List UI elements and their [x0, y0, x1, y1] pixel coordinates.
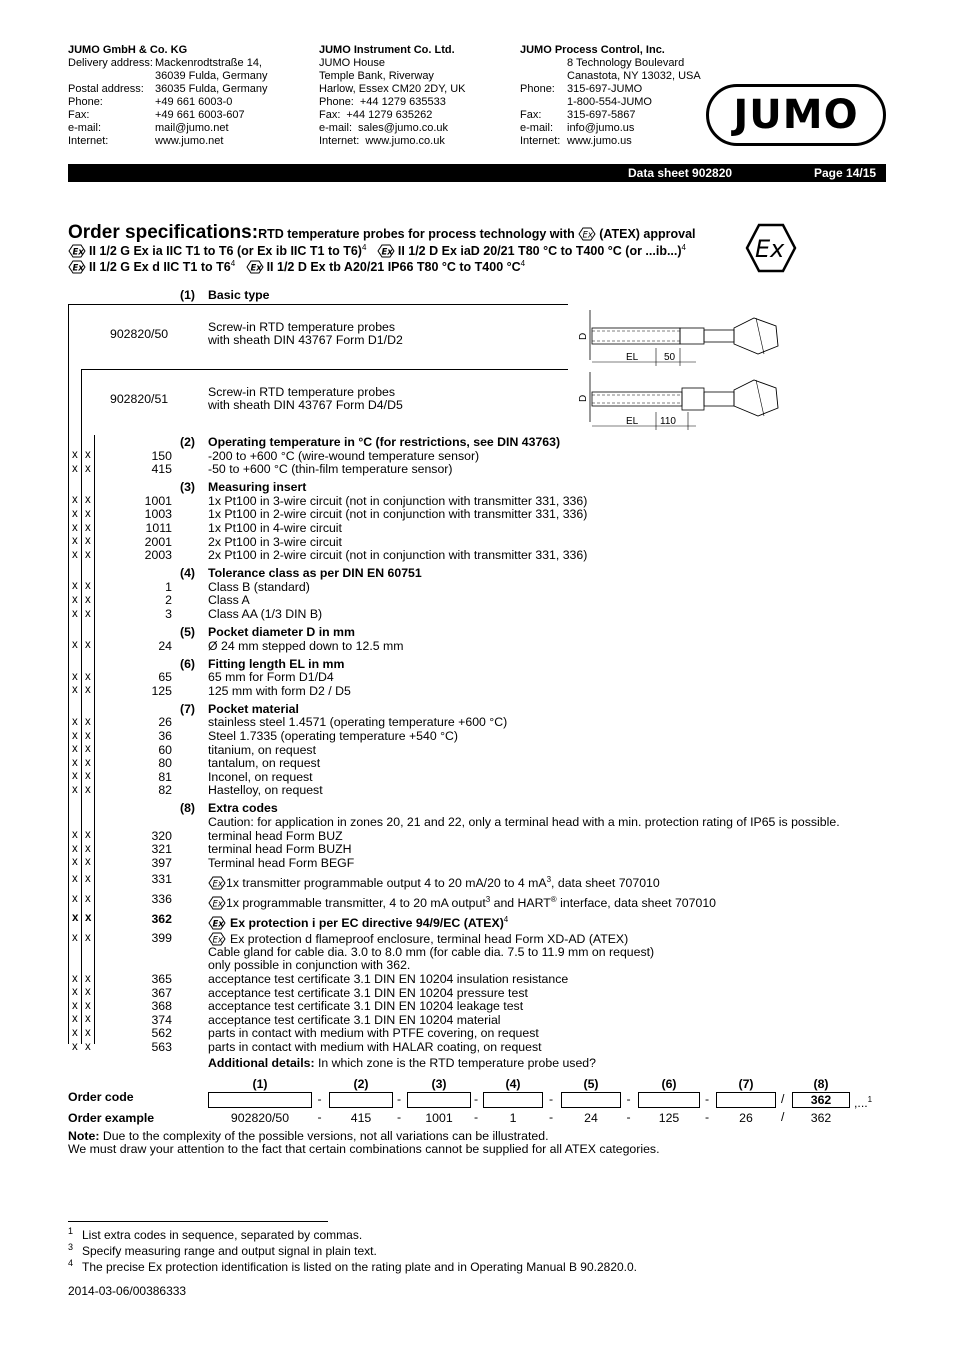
- availability-mark: x: [85, 684, 91, 697]
- address-line: Delivery address: Mackenrodtstraße 14,: [68, 57, 262, 69]
- availability-mark: x: [72, 639, 78, 652]
- separator: -: [549, 1110, 554, 1124]
- availability-mark: x: [72, 1040, 78, 1053]
- option-description: Hastelloy, on request: [208, 783, 323, 798]
- availability-mark: x: [85, 856, 91, 869]
- probe-drawing-d4: [576, 372, 786, 432]
- availability-mark: x: [85, 670, 91, 683]
- order-code-field[interactable]: [407, 1092, 471, 1108]
- option-description: Ø 24 mm stepped down to 12.5 mm: [208, 638, 404, 653]
- additional-details: Additional details: In which zone is the RTD temperature probe used?: [208, 1055, 596, 1070]
- separator: -: [626, 1110, 631, 1124]
- option-description: stainless steel 1.4571 (operating temperature +600 °C): [208, 715, 508, 730]
- separator: -: [626, 1092, 631, 1106]
- company-name: JUMO Instrument Co. Ltd.: [319, 44, 455, 56]
- availability-mark: x: [72, 462, 78, 475]
- order-column-header: (8): [813, 1077, 829, 1091]
- option-description: Inconel, on request: [208, 769, 313, 784]
- ex-icon: [208, 916, 226, 933]
- availability-mark: x: [85, 715, 91, 728]
- address-line: Canastota, NY 13032, USA: [567, 70, 701, 82]
- order-code-field[interactable]: [208, 1092, 312, 1108]
- order-example-label: Order example: [68, 1111, 155, 1125]
- option-code: 125: [151, 683, 172, 698]
- availability-mark: x: [72, 872, 78, 885]
- option-description: Steel 1.7335 (operating temperature +540 °C): [208, 729, 458, 743]
- address-block: [68, 44, 268, 148]
- availability-mark: x: [85, 449, 91, 462]
- address-block: [520, 44, 701, 148]
- option-code: 362: [151, 911, 172, 926]
- availability-mark: x: [72, 580, 78, 593]
- option-description: Ex 1x programmable transmitter, 4 to 20 mA output$^3$ and HART® interface, data sheet 707010: [208, 893, 716, 913]
- order-code-field[interactable]: [638, 1092, 700, 1108]
- option-description: Terminal head Form BEGF: [208, 855, 355, 870]
- order-example-value: 902820/50: [230, 1111, 290, 1125]
- diameter-label: D: [578, 394, 589, 402]
- option-description: only possible in conjunction with 362.: [208, 958, 411, 973]
- address-line: Internet: www.jumo.co.uk: [319, 135, 445, 147]
- option-code: 2003: [144, 548, 172, 563]
- section-heading: Tolerance class as per DIN EN 60751: [208, 566, 422, 581]
- order-code-field[interactable]: [716, 1092, 776, 1108]
- availability-mark: x: [72, 770, 78, 783]
- availability-mark: x: [72, 912, 79, 925]
- company-name: JUMO Process Control, Inc.: [520, 44, 665, 56]
- availability-mark: x: [85, 521, 91, 534]
- svg-text:Ex: Ex: [582, 230, 594, 241]
- option-code: 367: [151, 985, 172, 1000]
- availability-mark: x: [72, 931, 78, 944]
- basic-type-desc: Screw-in RTD temperature probes: [208, 385, 396, 399]
- option-description: terminal head Form BUZ: [208, 828, 343, 843]
- option-description: acceptance test certificate 3.1 DIN EN 10204 leakage test: [208, 999, 524, 1014]
- order-example-value: 1: [509, 1111, 517, 1125]
- availability-mark: x: [85, 1040, 91, 1053]
- basic-type-desc: with sheath DIN 43767 Form D1/D2: [208, 333, 403, 347]
- availability-mark: x: [72, 892, 78, 905]
- option-description: -50 to +600 °C (thin-film temperature sensor): [208, 462, 453, 477]
- order-example-value: 1001: [425, 1111, 453, 1125]
- separator: -: [549, 1092, 554, 1106]
- order-code-field[interactable]: [329, 1092, 393, 1108]
- option-description: 1x Pt100 in 4-wire circuit: [208, 521, 342, 535]
- availability-mark: x: [85, 639, 91, 652]
- option-code: 399: [151, 931, 172, 946]
- note-line-2: We must draw your attention to the fact that certain combinations cannot be supplied for all ATEX categories.: [68, 1142, 660, 1156]
- svg-text:Ex: Ex: [212, 919, 224, 930]
- ex-icon: [246, 260, 264, 277]
- option-code: 24: [158, 638, 172, 653]
- availability-mark: x: [85, 607, 91, 620]
- order-example-value: 24: [584, 1111, 598, 1125]
- option-description: 2x Pt100 in 3-wire circuit: [208, 534, 342, 549]
- option-code: 60: [158, 742, 172, 757]
- availability-mark: x: [85, 1026, 91, 1039]
- order-example-value: 26: [739, 1111, 753, 1125]
- order-code-field[interactable]: [561, 1092, 621, 1108]
- option-code: 2001: [144, 534, 172, 549]
- availability-mark: x: [85, 892, 91, 905]
- svg-text:Ex: Ex: [72, 263, 84, 274]
- availability-mark: x: [72, 607, 78, 620]
- section-heading: Operating temperature in °C (for restrictions, see DIN 43763): [208, 435, 561, 449]
- address-line: Fax: +49 661 6003-607: [68, 109, 245, 121]
- option-code: 331: [151, 872, 172, 887]
- company-name: JUMO GmbH & Co. KG: [68, 44, 188, 56]
- svg-text:Ex: Ex: [212, 879, 223, 890]
- order-column-header: (3): [431, 1077, 447, 1091]
- basic-type-code: 902820/51: [110, 392, 169, 406]
- order-column-header: (7): [738, 1077, 754, 1091]
- option-code: 563: [151, 1040, 172, 1054]
- option-code: 82: [158, 783, 172, 798]
- option-description: Ex 1x transmitter programmable output 4 to 20 mA/20 to 4 $mA^3$, data sheet 707010: [208, 873, 660, 893]
- order-column-header: (1): [252, 1077, 268, 1091]
- availability-mark: x: [85, 494, 91, 507]
- address-line: Harlow, Essex CM20 2DY, UK: [319, 83, 466, 95]
- separator: -: [705, 1092, 710, 1106]
- page-number: Page 14/15: [814, 166, 877, 180]
- option-code: 80: [158, 756, 172, 771]
- order-column-header: (6): [661, 1077, 677, 1091]
- footnote: 1 List extra codes in sequence, separated by commas.: [68, 1226, 363, 1242]
- availability-mark: x: [72, 507, 78, 520]
- option-description: Cable gland for cable dia. 3.0 to 8.0 mm (for cable dia. 7.5 to 11.9 mm on request): [208, 944, 655, 959]
- basic-type-desc: Screw-in RTD temperature probes: [208, 320, 396, 334]
- option-description: Class AA (1/3 DIN B): [208, 607, 323, 621]
- basic-type-desc: with sheath DIN 43767 Form D4/D5: [208, 398, 403, 412]
- footnote: 4 The precise Ex protection identification is listed on the rating plate and in Operating Manual B 90.2820.0.: [68, 1258, 638, 1274]
- availability-mark: x: [72, 743, 78, 756]
- availability-mark: x: [72, 856, 78, 869]
- svg-text:Ex: Ex: [72, 247, 84, 258]
- availability-mark: x: [85, 783, 91, 796]
- address-line: 36039 Fulda, Germany: [155, 70, 268, 82]
- availability-mark: x: [72, 829, 78, 842]
- datasheet-label: Data sheet 902820: [628, 166, 733, 180]
- option-description: parts in contact with medium with HALAR coating, on request: [208, 1040, 542, 1054]
- svg-text:Ex: Ex: [250, 263, 262, 274]
- ex-marking-line-2: Ex II 1/2 G Ex d IIC T1 to $T6^4$ Ex II 1/2 D Ex tb A20/21 IP66 T80 °C to T400 $^\circ C^4$: [68, 259, 525, 277]
- availability-mark: x: [72, 783, 78, 796]
- option-code: 36: [158, 729, 172, 743]
- option-code: 562: [151, 1026, 172, 1041]
- address-line: Internet: www.jumo.us: [520, 135, 632, 147]
- availability-mark: x: [85, 548, 91, 561]
- address-line: JUMO House: [319, 57, 386, 69]
- svg-text:Ex: Ex: [755, 235, 785, 263]
- address-line: Temple Bank, Riverway: [319, 70, 434, 82]
- ex-logo-icon: [744, 222, 798, 274]
- option-code: 320: [151, 828, 172, 843]
- order-code-field[interactable]: [483, 1092, 543, 1108]
- option-code: 336: [151, 892, 172, 906]
- el-label: EL: [626, 352, 639, 363]
- option-description: parts in contact with medium with PTFE covering, on request: [208, 1026, 539, 1041]
- option-code: 397: [151, 855, 172, 870]
- address-line: Phone: +44 1279 635533: [319, 96, 446, 108]
- option-description: acceptance test certificate 3.1 DIN EN 10204 insulation resistance: [208, 972, 569, 986]
- address-line: Fax: +44 1279 635262: [319, 109, 433, 121]
- availability-mark: x: [85, 756, 91, 769]
- separator: -: [317, 1110, 322, 1124]
- address-line: Internet: www.jumo.net: [68, 135, 224, 147]
- ex-icon: [208, 896, 226, 913]
- availability-mark: x: [85, 1013, 91, 1026]
- option-description: Ex Ex protection d flameproof enclosure, terminal head Form XD-AD (ATEX): [208, 932, 628, 949]
- order-example-value: 362: [810, 1111, 832, 1125]
- availability-mark: x: [72, 842, 78, 855]
- order-code-label: Order code: [68, 1090, 134, 1104]
- availability-mark: x: [72, 1026, 78, 1039]
- availability-mark: x: [85, 842, 91, 855]
- option-description: terminal head Form BUZH: [208, 842, 352, 857]
- address-line: 8 Technology Boulevard: [567, 57, 685, 69]
- option-code: 1011: [145, 521, 172, 535]
- note: Note: Due to the complexity of the possible versions, not all variations can be illustrated.: [68, 1129, 549, 1143]
- section-heading: Pocket material: [208, 701, 299, 716]
- availability-mark: x: [72, 684, 78, 697]
- ex-icon: [68, 260, 86, 277]
- availability-mark: x: [85, 999, 91, 1012]
- option-description: titanium, on request: [208, 742, 317, 757]
- basic-type-heading: Basic type: [208, 288, 270, 302]
- section-number: (5): [180, 625, 196, 639]
- availability-mark: x: [72, 548, 78, 561]
- address-block: [319, 44, 466, 148]
- availability-mark: x: [85, 580, 91, 593]
- option-description: 1x Pt100 in 2-wire circuit (not in conjunction with transmitter 331, 336): [208, 507, 588, 522]
- availability-mark: x: [72, 535, 78, 548]
- availability-mark: x: [72, 756, 78, 769]
- option-code: 150: [151, 448, 172, 463]
- svg-text:Ex: Ex: [212, 935, 223, 946]
- section-number: (8): [180, 801, 196, 816]
- option-code: 81: [158, 769, 172, 784]
- address-line: e-mail: mail@jumo.net: [68, 122, 229, 134]
- separator: -: [705, 1110, 710, 1124]
- page-title: Order specifications:RTD temperature probes for process technology with Ex (ATEX) approval: [68, 222, 696, 243]
- option-description: -200 to +600 °C (wire-wound temperature sensor): [208, 448, 480, 463]
- section-number: (1): [180, 288, 196, 302]
- address-line: Fax: 315-697-5867: [520, 109, 636, 121]
- section-number: (7): [180, 701, 196, 716]
- availability-mark: x: [72, 986, 78, 999]
- ex-icon: [208, 876, 226, 893]
- caution-text: Caution: for application in zones 20, 21 and 22, only a terminal head with a min. protection rating of IP65 is possible.: [208, 815, 840, 829]
- ellipsis: ,...$^1$: [854, 1095, 873, 1111]
- section-heading: Pocket diameter D in mm: [208, 625, 355, 639]
- availability-mark: x: [72, 449, 78, 462]
- availability-mark: x: [85, 912, 92, 925]
- separator: /: [781, 1092, 785, 1106]
- svg-text:Ex: Ex: [381, 247, 393, 258]
- section-number: (2): [180, 435, 196, 449]
- svg-text:Ex: Ex: [212, 899, 223, 910]
- option-code: 65: [158, 670, 172, 685]
- availability-mark: x: [85, 972, 91, 985]
- order-column-header: (5): [583, 1077, 599, 1091]
- availability-mark: x: [85, 743, 91, 756]
- option-code: 1001: [144, 493, 172, 508]
- availability-mark: x: [72, 1013, 78, 1026]
- availability-mark: x: [85, 986, 91, 999]
- section-heading: Fitting length EL in mm: [208, 656, 345, 671]
- availability-mark: x: [72, 972, 78, 985]
- ex-icon: [578, 227, 596, 244]
- address-line: Postal address: 36035 Fulda, Germany: [68, 83, 268, 95]
- separator: /: [781, 1110, 785, 1124]
- availability-mark: x: [72, 670, 78, 683]
- option-description: acceptance test certificate 3.1 DIN EN 10204 pressure test: [208, 985, 528, 1000]
- availability-mark: x: [72, 715, 78, 728]
- section-number: (6): [180, 656, 196, 671]
- extra-code-field[interactable]: 362: [792, 1092, 850, 1108]
- option-code: 1003: [144, 507, 172, 522]
- option-description: acceptance test certificate 3.1 DIN EN 10204 material: [208, 1012, 501, 1027]
- availability-mark: x: [72, 521, 78, 534]
- availability-mark: x: [85, 931, 91, 944]
- availability-mark: x: [85, 462, 91, 475]
- availability-mark: x: [85, 593, 91, 606]
- footnote: 3 Specify measuring range and output signal in plain text.: [68, 1242, 377, 1258]
- separator: -: [317, 1092, 322, 1106]
- diameter-label: D: [578, 332, 589, 340]
- option-code: 26: [158, 715, 172, 730]
- section-heading: Extra codes: [208, 801, 278, 816]
- header-bar: [68, 164, 886, 182]
- option-description: tantalum, on request: [208, 756, 321, 771]
- availability-mark: x: [85, 770, 91, 783]
- option-description: 65 mm for Form D1/D4: [208, 670, 334, 685]
- order-column-header: (4): [505, 1077, 521, 1091]
- availability-mark: x: [72, 729, 78, 742]
- option-description: 1x Pt100 in 3-wire circuit (not in conjunction with transmitter 331, 336): [208, 493, 588, 508]
- availability-mark: x: [85, 829, 91, 842]
- section-number: (4): [180, 566, 196, 581]
- ex-marking-line-1: Ex II 1/2 G Ex ia IIC T1 to T6 (or Ex ib IIC T1 to T6)$^4$ Ex II 1/2 D Ex iaD 20/21 T80 °C to T400 °C (or ...ib...)$^4$: [68, 243, 686, 261]
- option-code: 321: [151, 842, 172, 857]
- option-code: 368: [151, 999, 172, 1014]
- dimension-label: 50: [664, 352, 676, 363]
- option-code: 415: [151, 462, 172, 477]
- availability-mark: x: [85, 535, 91, 548]
- option-code: 365: [151, 972, 172, 986]
- option-code: 3: [165, 607, 172, 621]
- availability-mark: x: [85, 729, 91, 742]
- availability-mark: x: [72, 999, 78, 1012]
- option-description: 125 mm with form D2 / D5: [208, 683, 351, 698]
- option-code: 2: [165, 593, 172, 608]
- order-example-value: 125: [658, 1111, 680, 1125]
- section-number: (3): [180, 480, 196, 495]
- availability-mark: x: [85, 507, 91, 520]
- availability-mark: x: [72, 593, 78, 606]
- option-description: 2x Pt100 in 2-wire circuit (not in conjunction with transmitter 331, 336): [208, 548, 588, 563]
- document-id: 2014-03-06/00386333: [68, 1284, 187, 1298]
- option-code: 374: [151, 1012, 172, 1027]
- order-example-value: 415: [350, 1111, 372, 1125]
- option-description: Class B (standard): [208, 579, 310, 594]
- separator: -: [474, 1110, 479, 1124]
- order-column-header: (2): [353, 1077, 369, 1091]
- availability-mark: x: [72, 494, 78, 507]
- separator: -: [397, 1110, 402, 1124]
- probe-drawing-d1: [576, 310, 786, 370]
- option-code: 1: [165, 579, 172, 594]
- address-line: e-mail: info@jumo.us: [520, 122, 635, 134]
- address-line: 1-800-554-JUMO: [567, 96, 652, 108]
- section-heading: Measuring insert: [208, 480, 307, 495]
- basic-type-code: 902820/50: [110, 327, 169, 341]
- address-line: Phone: 315-697-JUMO: [520, 83, 643, 95]
- jumo-logo: JUMO: [706, 84, 886, 146]
- separator: -: [397, 1092, 402, 1106]
- address-line: Phone: +49 661 6003-0: [68, 96, 233, 108]
- option-description: Class A: [208, 593, 250, 608]
- dimension-label: 110: [660, 416, 676, 427]
- option-description: Ex Ex protection i per EC directive 94/9/EC (ATEX)$^4$: [208, 913, 508, 933]
- el-label: EL: [626, 416, 639, 427]
- separator: -: [474, 1092, 479, 1106]
- availability-mark: x: [85, 872, 91, 885]
- address-line: e-mail: sales@jumo.co.uk: [319, 122, 449, 134]
